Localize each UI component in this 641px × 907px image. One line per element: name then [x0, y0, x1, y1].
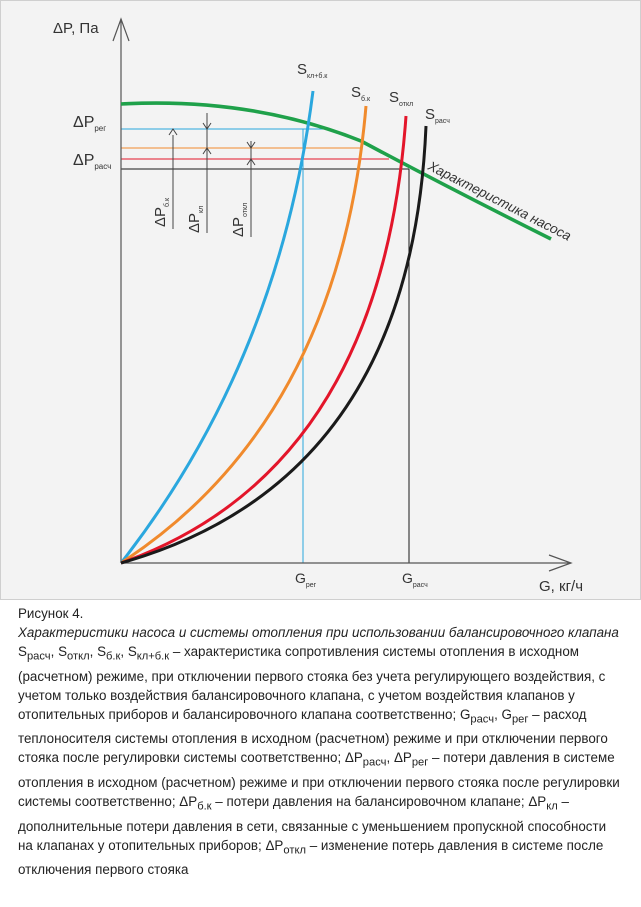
s-otkl-label: $S_{откл}$	[389, 89, 414, 108]
s-bk-label: $S_{б.к}$	[351, 84, 371, 103]
figure-caption	[18, 604, 623, 879]
y-axis-label: ΔP, Па	[53, 20, 99, 37]
delta-kl-label: $\Delta P_{кл}$	[186, 205, 205, 233]
delta-otkl-label: $\Delta P_{откл}$	[230, 202, 249, 237]
g-reg-label: $G_{рег}$	[295, 570, 317, 589]
g-rasch-label: $G_{расч}$	[402, 570, 428, 589]
chart-svg	[1, 1, 641, 601]
s-kl-label: $S_{кл+б.к}$	[297, 61, 328, 80]
figure-number: Рисунок 4.	[18, 606, 84, 621]
dp-rasch-label: $\Delta P_{расч}$	[73, 152, 112, 171]
delta-bk-label: $\Delta P_{б.к}$	[152, 197, 171, 227]
s-kl-curve	[121, 91, 313, 563]
x-axis-label: G, кг/ч	[539, 578, 584, 595]
figure-description: $S_{расч}$, $S_{откл}$, $S_{б.к}$, $S_{кл+б.к}$ – характеристика сопротивления системы отопления в исходном (расчетном) режиме, при отключении первого стояка без учета регулирующего воздействия, с учетом только воздействия балансировочного клапана, с учетом воздействия клапанов у отопительных приборов и балансировочного клапана соответственно; $G_{расч}$, $G_{рег}$ – расход теплоносителя системы отопления в исходном (расчетном) режиме и при отключении первого стояка после регулировки системы соответственно; $\Delta P_{расч}$, $\Delta P_{рег}$ – потери давления в системе отопления в исходном (расчетном) режиме и при отключении первого стояка после регулировки системы соответственно; $\Delta P_{б.к}$ – потери давления на балансировочном клапане; $\Delta P_{кл}$ – дополнительные потери давления в сети, связанные с уменьшением пропускной способности на клапанах у отопительных приборов; $\Delta P_{откл}$ – изменение потерь давления в системе после отключения первого стояка	[18, 644, 620, 878]
figure-title: Характеристики насоса и системы отопления при использовании балансировочного клапана	[18, 625, 619, 640]
s-rasch-label: $S_{расч}$	[425, 106, 450, 125]
pump-label: Характеристика насоса	[425, 158, 574, 244]
delta-bk-arrowhead	[169, 129, 177, 135]
dp-reg-label: $\Delta P_{рег}$	[73, 114, 107, 133]
